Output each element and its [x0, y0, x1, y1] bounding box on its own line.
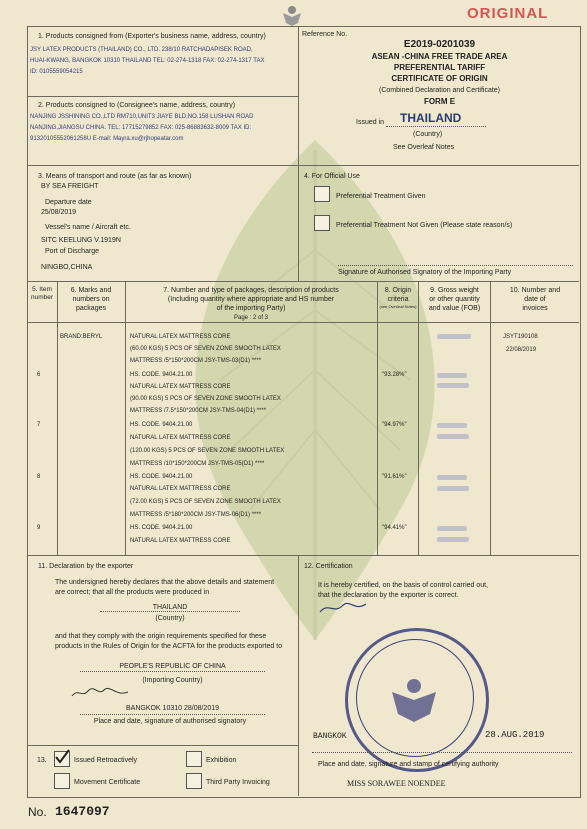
desc-line: MATTRESS /5*180*200CM JSY-TMS-06(D1) **** [130, 512, 262, 518]
certification-date: 28.AUG.2019 [485, 730, 545, 740]
box12-label: 12. Certification [304, 563, 353, 570]
pref-not-given-checkbox[interactable] [314, 215, 330, 231]
pref-not-given-label: Preferential Treatment Not Given (Please state reason/s) [336, 222, 513, 229]
desc-line: MATTRESS /5*150*200CM JSY-TMS-03(D1) **** [130, 358, 262, 364]
col-weight-c: and value (FOB) [428, 305, 481, 312]
box1-label: 1. Products consigned from (Exporter's business name, address, country) [38, 33, 266, 40]
movement-certificate-label: Movement Certificate [74, 779, 141, 786]
box13-label: 13. [37, 757, 47, 764]
title-preferential: PREFERENTIAL TARIFF [393, 63, 486, 72]
col-origin-a: 8. Origin [384, 287, 412, 294]
col-weight-b: or other quantity [429, 296, 480, 303]
redacted-value [437, 475, 467, 480]
declaration-p2a: and that they comply with the origin requirements specified for these [55, 633, 267, 640]
checkmark-icon [53, 748, 71, 766]
col-invoice-a: 10. Number and [509, 287, 561, 294]
pref-given-label: Preferential Treatment Given [336, 193, 426, 200]
desc-line: MATTRESS /7.5*150*200CM JSY-TMS-04(D1) **** [130, 408, 267, 414]
desc-line: (60.00 KGS) 5 PCS OF SEVEN ZONE SMOOTH LATEX [130, 346, 281, 352]
item-number-6: 6 [37, 372, 41, 378]
produced-in-country: THAILAND [152, 604, 188, 611]
serial-number: 1647097 [55, 804, 110, 819]
title-combined: (Combined Declaration and Certificate) [379, 87, 500, 94]
col-origin-c: (see Overleaf Notes) [379, 304, 417, 309]
importing-country-caption: (Importing Country) [142, 677, 203, 684]
invoice-date: 22/08/2019 [506, 347, 537, 353]
box4-label: 4. For Official Use [304, 173, 360, 180]
departure-label: Departure date [45, 199, 92, 206]
certifier-signature [318, 600, 368, 616]
consignee-line2: NANJING,JIANGSU CHINA. TEL: 17715279852 FAX: 025-86883632-8009 TAX ID: [30, 125, 252, 131]
reference-label: Reference No. [302, 31, 348, 38]
pref-given-checkbox[interactable] [314, 186, 330, 202]
item-number-8: 8 [37, 474, 41, 480]
exhibition-label: Exhibition [206, 757, 237, 764]
third-party-invoicing-checkbox[interactable] [186, 773, 202, 789]
original-label: ORIGINAL [467, 5, 549, 22]
col-marks-a: 6. Marks and [70, 287, 112, 294]
redacted-value [437, 486, 469, 491]
item-number-7: 7 [37, 422, 41, 428]
col-marks-c: packages [76, 305, 106, 312]
col-description-a: 7. Number and type of packages, description of products [163, 287, 339, 294]
desc-line: MATTRESS /10*150*200CM JSY-TMS-05(D1) **** [130, 461, 265, 467]
country-caption: (Country) [413, 131, 443, 138]
desc-line: NATURAL LATEX MATTRESS CORE [130, 486, 231, 492]
col-invoice-c: invoices [522, 305, 548, 312]
issued-in-country: THAILAND [400, 111, 462, 125]
title-asean-china: ASEAN -CHINA FREE TRADE AREA [371, 52, 508, 61]
reference-number: E2019-0201039 [403, 39, 476, 50]
issued-in-label: Issued in [356, 119, 385, 126]
importing-signature-label: Signature of Authorised Signatory of the Importing Party [338, 269, 512, 276]
col-origin-b: criteria [387, 296, 409, 303]
certifier-name: MISS SORAWEE NOENDEE [347, 779, 446, 788]
origin-criteria-8: "91.61%" [382, 474, 407, 480]
importing-country: PEOPLE'S REPUBLIC OF CHINA [119, 663, 226, 670]
exhibition-checkbox[interactable] [186, 751, 202, 767]
exporter-signature [70, 686, 130, 700]
consignee-line3: 91320105552061258U E-mail: Mayra.xu@rjhopeatar.com [30, 136, 184, 142]
redacted-value [437, 537, 469, 542]
desc-line: NATURAL LATEX MATTRESS CORE [130, 538, 231, 544]
departure-date: 25/08/2019 [41, 209, 77, 216]
exporter-line1: JSY LATEX PRODUCTS (THAILAND) CO., LTD. 238/10 RATCHADAPISEK ROAD, [30, 47, 253, 53]
country-caption-1: (Country) [155, 615, 185, 622]
redacted-value [437, 383, 469, 388]
title-certificate: CERTIFICATE OF ORIGIN [391, 74, 488, 83]
exporter-line2: HUAI-KWANG, BANGKOK 10310 THAILAND TEL: 02-274-1318 FAX: 02-274-1317 TAX [30, 58, 265, 64]
origin-criteria-7: "94.97%" [382, 422, 407, 428]
desc-line: (120.00 KGS) 5 PCS OF SEVEN ZONE SMOOTH LATEX [130, 448, 285, 454]
col-description-b: (Including quantity where appropriate and HS number [167, 296, 335, 303]
port-value: NINGBO,CHINA [41, 264, 93, 271]
item-number-9: 9 [37, 525, 41, 531]
title-form-e: FORM E [423, 97, 456, 106]
declaration-p1a: The undersigned hereby declares that the above details and statement [55, 579, 275, 586]
vessel-value: SITC KEELUNG V.1919N [41, 237, 121, 244]
page-indicator: Page : 2 of 3 [233, 315, 269, 321]
box3-label: 3. Means of transport and route (as far as known) [38, 173, 192, 180]
garuda-seal-icon [386, 670, 442, 726]
desc-line: (90.00 KGS) 5 PCS OF SEVEN ZONE SMOOTH LATEX [130, 396, 281, 402]
certification-p2: that the declaration by the exporter is correct. [318, 592, 459, 599]
col-invoice-b: date of [524, 296, 546, 303]
col-description-c: of the importing Party) [216, 305, 286, 312]
exporter-place-caption: Place and date, signature of authorised signatory [93, 718, 247, 725]
serial-label: No. [28, 805, 47, 819]
desc-line: (72.00 KGS) 5 PCS OF SEVEN ZONE SMOOTH LATEX [130, 499, 281, 505]
hs-code: HS. CODE. 9404.21.00 [130, 372, 193, 378]
consignee-line1: NANJING JSSHINING CO.,LTD RM710,UNIT3 JIAYE BLD,NO.158 LUSHAN ROAD [30, 114, 254, 120]
redacted-value [437, 526, 467, 531]
box11-label: 11. Declaration by the exporter [38, 563, 134, 570]
declaration-p1b: are correct; that all the products were produced in [55, 589, 210, 596]
origin-criteria-6: "93.28%" [382, 372, 407, 378]
declaration-p2b: products in the Rules of Origin for the ACFTA for the products exported to [55, 643, 283, 650]
movement-certificate-checkbox[interactable] [54, 773, 70, 789]
origin-criteria-9: "94.41%" [382, 525, 407, 531]
col-weight-a: 9. Gross weight [430, 287, 479, 294]
hs-code: HS. CODE. 9404.21.00 [130, 422, 193, 428]
box2-label: 2. Products consigned to (Consignee's name, address, country) [38, 102, 236, 109]
port-label: Port of Discharge [45, 248, 100, 255]
redacted-value [437, 423, 467, 428]
see-overleaf-notes: See Overleaf Notes [393, 144, 455, 151]
desc-line: NATURAL LATEX MATTRESS CORE [130, 334, 231, 340]
garuda-emblem-icon [281, 3, 303, 27]
col-item-number: 5. Item number [30, 286, 54, 301]
marks-value: BRAND:BERYL [60, 334, 103, 340]
desc-line: NATURAL LATEX MATTRESS CORE [130, 435, 231, 441]
redacted-value [437, 334, 471, 339]
transport-value: BY SEA FREIGHT [41, 183, 99, 190]
certification-p1: It is hereby certified, on the basis of control carried out, [318, 582, 489, 589]
hs-code: HS. CODE. 9404.21.00 [130, 474, 193, 480]
exporter-line3: ID: 0105559054215 [30, 69, 83, 75]
invoice-number: JSYT190108 [503, 334, 538, 340]
exporter-place-date: BANGKOK 10310 28/08/2019 [125, 705, 219, 712]
redacted-value [437, 373, 467, 378]
certification-city: BANGKOK [313, 732, 347, 741]
col-marks-b: numbers on [72, 296, 110, 303]
issued-retroactively-label: Issued Retroactively [74, 757, 138, 764]
hs-code: HS. CODE. 9404.21.00 [130, 525, 193, 531]
vessel-label: Vessel's name / Aircraft etc. [45, 224, 131, 231]
certifier-place-caption: Place and date, signature and stamp of certifying authority [318, 761, 499, 768]
redacted-value [437, 434, 469, 439]
desc-line: NATURAL LATEX MATTRESS CORE [130, 384, 231, 390]
third-party-invoicing-label: Third Party Invoicing [206, 779, 270, 786]
